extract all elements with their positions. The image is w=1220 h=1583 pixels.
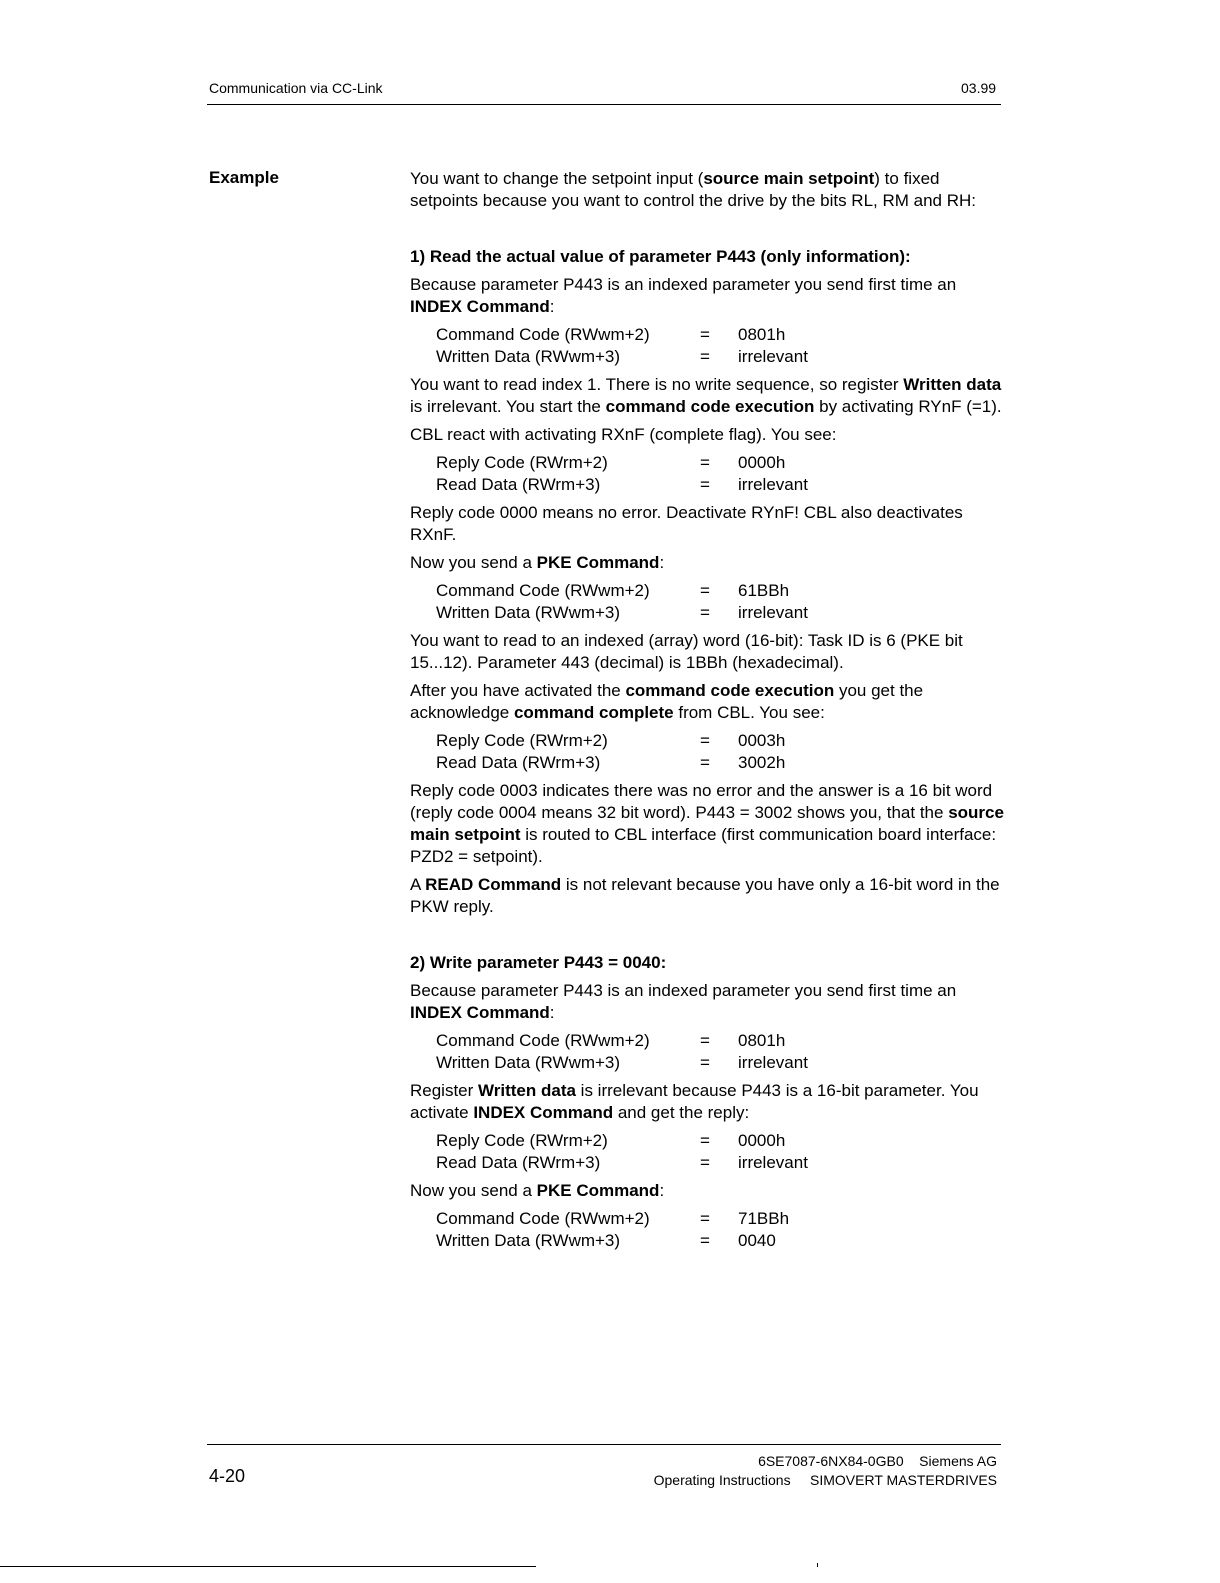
doc-type: Operating Instructions (653, 1472, 791, 1488)
scan-edge-mark (817, 1563, 818, 1567)
register-row: Reply Code (RWrm+2) = 0000h (436, 1131, 786, 1150)
register-row: Written Data (RWwm+3) = 0040 (436, 1231, 776, 1250)
register-row: Command Code (RWwm+2) = 0801h (436, 325, 786, 344)
register-row: Command Code (RWwm+2) = 71BBh (436, 1209, 790, 1228)
scan-edge-line (0, 1566, 536, 1567)
step2-p3: Now you send a PKE Command: (410, 1181, 665, 1200)
doc-number: 6SE7087-6NX84-0GB0 (758, 1453, 904, 1469)
page-number: 4-20 (209, 1466, 246, 1486)
register-row: Written Data (RWwm+3) = irrelevant (436, 603, 808, 622)
register-row: Reply Code (RWrm+2) = 0000h (436, 453, 786, 472)
step1-p7: After you have activated the command code execution you get the acknowledge command complete from CBL. You see: (410, 681, 924, 722)
main-content (410, 168, 1006, 1258)
register-row: Command Code (RWwm+2) = 0801h (436, 1031, 786, 1050)
step1-p8: Reply code 0003 indicates there was no error and the answer is a 16 bit word (reply code 0004 means 32 bit word). P443 = 3002 shows you, that the source main setpoint is routed to CBL interface (first communication board interface: PZD2 = setpoint). (410, 781, 1004, 866)
footer-rule (207, 1444, 1001, 1445)
register-row: Written Data (RWwm+3) = irrelevant (436, 1053, 808, 1072)
page-header-right: 03.99 (961, 80, 997, 96)
step2-p1: Because parameter P443 is an indexed parameter you send first time an INDEX Command: (410, 981, 957, 1022)
step2-register-block-1 (436, 1030, 1006, 1074)
side-label: Example (209, 168, 279, 187)
step1-register-block-2 (436, 452, 1006, 496)
step1-p3: CBL react with activating RXnF (complete flag). You see: (410, 425, 837, 444)
step1-p1: Because parameter P443 is an indexed parameter you send first time an INDEX Command: (410, 275, 957, 316)
page-header-left: Communication via CC-Link (209, 80, 383, 96)
step2-register-block-3 (436, 1208, 1006, 1252)
step1-heading: 1) Read the actual value of parameter P443 (only information): (410, 247, 911, 266)
step1-p5: Now you send a PKE Command: (410, 553, 665, 572)
footer-info (654, 1452, 997, 1490)
step2-register-block-2 (436, 1130, 1006, 1174)
register-row: Read Data (RWrm+3) = irrelevant (436, 475, 808, 494)
step1-register-block-4 (436, 730, 1006, 774)
company-name: Siemens AG (919, 1453, 997, 1469)
product-name: SIMOVERT MASTERDRIVES (810, 1472, 997, 1488)
register-row: Written Data (RWwm+3) = irrelevant (436, 347, 808, 366)
step1-p4: Reply code 0000 means no error. Deactivate RYnF! CBL also deactivates RXnF. (410, 503, 963, 544)
header-rule (207, 104, 1001, 105)
step1-register-block-1 (436, 324, 1006, 368)
step2-heading: 2) Write parameter P443 = 0040: (410, 953, 667, 972)
step1-p6: You want to read to an indexed (array) word (16-bit): Task ID is 6 (PKE bit 15...12). Parameter 443 (decimal) is 1BBh (hexadecimal). (410, 631, 963, 672)
step1-register-block-3 (436, 580, 1006, 624)
register-row: Reply Code (RWrm+2) = 0003h (436, 731, 786, 750)
register-row: Read Data (RWrm+3) = irrelevant (436, 1153, 808, 1172)
register-row: Read Data (RWrm+3) = 3002h (436, 753, 786, 772)
step2-p2: Register Written data is irrelevant because P443 is a 16-bit parameter. You activate INDEX Command and get the reply: (410, 1081, 979, 1122)
step1-p2: You want to read index 1. There is no write sequence, so register Written data is irrelevant. You start the command code execution by activating RYnF (=1). (410, 375, 1002, 416)
register-row: Command Code (RWwm+2) = 61BBh (436, 581, 790, 600)
intro-paragraph: You want to change the setpoint input (source main setpoint) to fixed setpoints because you want to control the drive by the bits RL, RM and RH: (410, 169, 977, 210)
step1-p9: A READ Command is not relevant because you have only a 16-bit word in the PKW reply. (410, 875, 1000, 916)
